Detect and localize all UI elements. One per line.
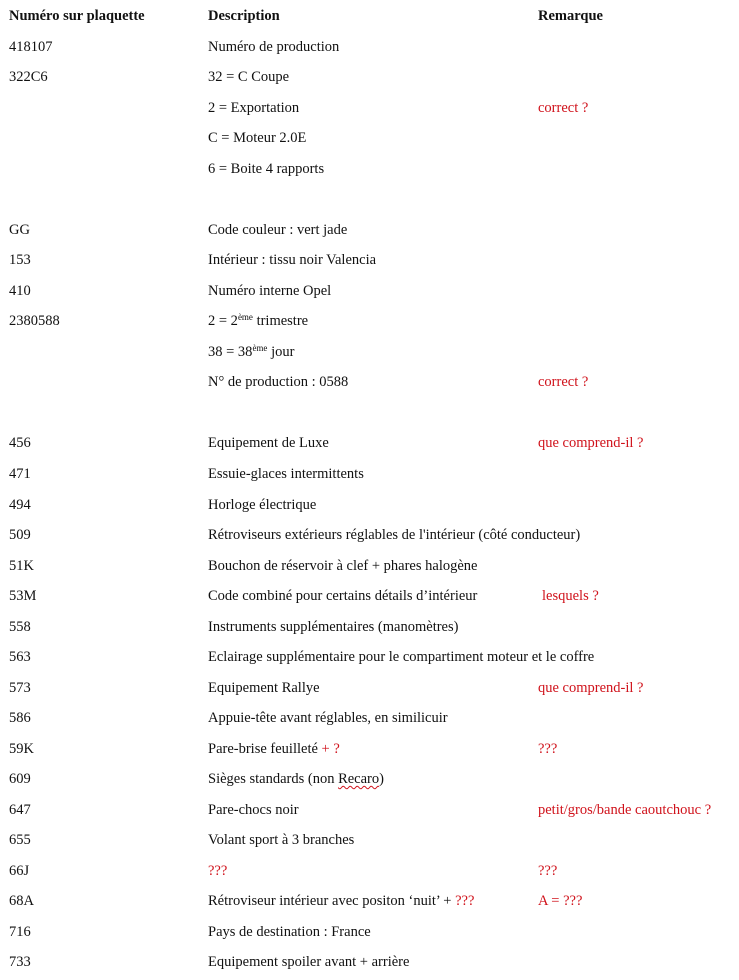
desc-part: Rétroviseur intérieur avec positon ‘nuit’ +: [208, 893, 456, 909]
table-row: [0, 158, 739, 180]
row-description: [208, 341, 294, 363]
header-remarque: Remarque: [538, 8, 603, 24]
row-code: 655: [9, 832, 31, 848]
row-remark: que comprend-il ?: [538, 435, 644, 451]
table-row: [0, 799, 739, 821]
row-code: 647: [9, 802, 31, 818]
table-row: [0, 738, 739, 760]
row-description: Pays de destination : France: [208, 924, 371, 940]
row-description: Essuie-glaces intermittents: [208, 466, 364, 482]
row-code: 410: [9, 283, 31, 299]
table-row: [0, 555, 739, 577]
row-description: 32 = C Coupe: [208, 69, 290, 85]
desc-part: 38 = 38: [208, 344, 253, 360]
row-remark: correct ?: [538, 374, 589, 390]
row-description: Numéro de production: [208, 39, 340, 55]
row-remark: petit/gros/bande caoutchouc ?: [538, 802, 712, 818]
table-row: [0, 341, 739, 363]
row-description: Numéro interne Opel: [208, 283, 332, 299]
table-row: [0, 585, 739, 607]
row-remark: que comprend-il ?: [538, 680, 644, 696]
header-numero: Numéro sur plaquette: [9, 8, 145, 24]
table-row: [0, 951, 739, 973]
table-row: [0, 97, 739, 119]
row-code: 716: [9, 924, 31, 940]
row-description: Equipement Rallye: [208, 680, 320, 696]
row-description: C = Moteur 2.0E: [208, 130, 307, 146]
row-description: Eclairage supplémentaire pour le compartiment moteur et le coffre: [208, 649, 595, 665]
header-description: Description: [208, 8, 280, 24]
row-code: 456: [9, 435, 31, 451]
row-remark: lesquels ?: [542, 588, 599, 604]
superscript: ème: [237, 312, 253, 322]
row-remark: correct ?: [538, 100, 589, 116]
row-code: 558: [9, 619, 31, 635]
table-row: [0, 36, 739, 58]
row-description: 6 = Boite 4 rapports: [208, 161, 325, 177]
row-description: [208, 310, 308, 332]
row-description: [208, 738, 340, 760]
row-code: 66J: [9, 863, 30, 879]
table-row: [0, 890, 739, 912]
desc-part: ): [379, 771, 384, 787]
row-description: Rétroviseurs extérieurs réglables de l'intérieur (côté conducteur): [208, 527, 581, 543]
table-row: [0, 616, 739, 638]
row-description: ???: [208, 863, 228, 879]
row-code: GG: [9, 222, 30, 238]
table-row: [0, 127, 739, 149]
table-header: [0, 5, 739, 27]
row-description: Intérieur : tissu noir Valencia: [208, 252, 377, 268]
row-code: 51K: [9, 558, 34, 574]
row-description: Equipement spoiler avant + arrière: [208, 954, 410, 970]
row-code: 733: [9, 954, 31, 970]
row-description: Appuie-tête avant réglables, en similicuir: [208, 710, 448, 726]
table-row: [0, 494, 739, 516]
desc-part: jour: [267, 344, 295, 360]
spellcheck-flagged-word: Recaro: [338, 771, 380, 787]
row-code: 573: [9, 680, 31, 696]
row-description: Equipement de Luxe: [208, 435, 329, 451]
table-row: [0, 677, 739, 699]
superscript: ème: [252, 343, 268, 353]
row-code: 53M: [9, 588, 37, 604]
row-code: 609: [9, 771, 31, 787]
row-code: 586: [9, 710, 31, 726]
row-remark: ???: [538, 863, 558, 879]
row-code: 68A: [9, 893, 34, 909]
table-row: [0, 249, 739, 271]
desc-part: 2 = 2: [208, 313, 238, 329]
row-description: Instruments supplémentaires (manomètres): [208, 619, 459, 635]
row-code: 494: [9, 497, 31, 513]
row-code: 153: [9, 252, 31, 268]
row-description: Horloge électrique: [208, 497, 317, 513]
desc-part: trimestre: [252, 313, 309, 329]
desc-part: Pare-brise feuilleté: [208, 741, 322, 757]
row-description: [208, 890, 474, 912]
row-code: 563: [9, 649, 31, 665]
table-row: [0, 646, 739, 668]
desc-part: Sièges standards (non: [208, 771, 339, 787]
row-description: N° de production : 0588: [208, 374, 349, 390]
row-description: [208, 768, 384, 790]
row-description: 2 = Exportation: [208, 100, 300, 116]
row-description: Bouchon de réservoir à clef + phares halogène: [208, 558, 478, 574]
table-row: [0, 524, 739, 546]
row-description: Pare-chocs noir: [208, 802, 299, 818]
row-code: 509: [9, 527, 31, 543]
table-row: [0, 768, 739, 790]
row-code: 322C6: [9, 69, 48, 85]
table-row: [0, 432, 739, 454]
table-row: [0, 860, 739, 882]
table-row: [0, 219, 739, 241]
row-remark: ???: [538, 741, 558, 757]
table-row: [0, 280, 739, 302]
row-description: Volant sport à 3 branches: [208, 832, 355, 848]
table-row: [0, 829, 739, 851]
row-code: 59K: [9, 741, 34, 757]
row-code: 471: [9, 466, 31, 482]
table-row: [0, 921, 739, 943]
row-description: Code combiné pour certains détails d’intérieur: [208, 588, 478, 604]
desc-question: ???: [455, 893, 475, 909]
table-row: [0, 707, 739, 729]
row-remark: A = ???: [538, 893, 583, 909]
desc-question: + ?: [321, 741, 340, 757]
table-row: [0, 463, 739, 485]
row-code: 2380588: [9, 313, 60, 329]
row-description: Code couleur : vert jade: [208, 222, 348, 238]
table-row: [0, 371, 739, 393]
table-row: [0, 310, 739, 332]
row-code: 418107: [9, 39, 53, 55]
table-row: [0, 66, 739, 88]
